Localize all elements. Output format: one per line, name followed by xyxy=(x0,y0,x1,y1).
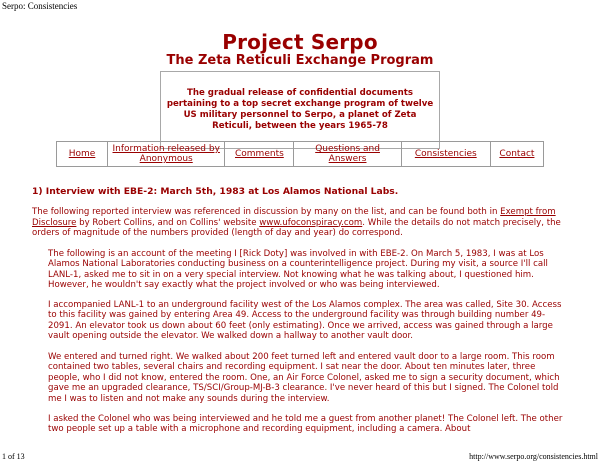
summary-box xyxy=(160,71,440,149)
page-title: Project Serpo xyxy=(222,30,378,54)
ufoconspiracy-link[interactable]: www.ufoconspiracy.com xyxy=(259,217,363,228)
intro-text-3: . While the details do not match precisely, the orders of magnitude of the numbers provided (length of day and year) do correspond. xyxy=(32,217,561,238)
intro-text-1: The following reported interview was referenced in discussion by many on the list, and can be found both in xyxy=(32,207,501,217)
page-indicator: 1 of 13 xyxy=(2,452,25,461)
print-url: http://www.serpo.org/consistencies.html xyxy=(469,452,598,461)
exempt-from-disclosure-link[interactable]: Exempt from Disclosure xyxy=(32,207,556,228)
nav-comments-link[interactable]: Comments xyxy=(225,142,294,167)
summary-text: The gradual release of confidential documents pertaining to a top secret exchange program of twelve US military personnel to Serpo, a planet of Zeta Reticuli, between the years 1965-78 xyxy=(166,88,434,131)
intro-paragraph xyxy=(32,207,577,239)
nav-contact-link[interactable]: Contact xyxy=(490,142,543,167)
nav-bar xyxy=(56,141,544,167)
nav-consistencies-link[interactable]: Consistencies xyxy=(401,142,490,167)
quote-paragraph-4: I asked the Colonel who was being interviewed and he told me a guest from another planet! The Colonel left. The other two people set up a table with a microphone and recording equipment, including a camera. About xyxy=(48,414,563,435)
nav-info-released-link[interactable]: Information released by Anonymous xyxy=(108,142,225,167)
section-heading: 1) Interview with EBE-2: March 5th, 1983 at Los Alamos National Labs. xyxy=(32,186,399,197)
nav-home-link[interactable]: Home xyxy=(57,142,108,167)
nav-qa-link[interactable]: Questions and Answers xyxy=(294,142,401,167)
quote-paragraph-1: The following is an account of the meeting I [Rick Doty] was involved in with EBE-2. On March 5, 1983, I was at Los Alamos National Laboratories conducting business on a counterintelligence project. During my visit, a source I'll call LANL-1, asked me to sit in on a very special interview. Not knowing what he was talking about, I questioned him. However, he wouldn't say exactly what the project involved or who was being interviewed. xyxy=(48,249,548,291)
page-subtitle: The Zeta Reticuli Exchange Program xyxy=(166,53,434,68)
quote-paragraph-3: We entered and turned right. We walked about 200 feet turned left and entered vault door to a large room. This room contained two tables, several chairs and recording equipment. I sat near the door. About ten minutes later, three people, who I did not know, entered the room. One, an Air Force Colonel, asked me to sign a security document, which gave me an upgraded clearance, TS/SCI/Group-MJ-B-3 clearance. I've never heard of this but I signed. The Colonel told me I was to listen and not make any sounds during the interview. xyxy=(48,352,560,404)
quote-paragraph-2: I accompanied LANL-1 to an underground facility west of the Los Alamos complex. The area was called, Site 30. Access to this facility was gained by entering Area 49. Access to the underground facility was through building number 49-2091. An elevator took us down about 60 feet (only estimating). Once we arrived, access was gained through a large vault opening outside the elevator. We walked down a hallway to another vault door. xyxy=(48,300,562,342)
print-header-title: Serpo: Consistencies xyxy=(2,1,78,11)
intro-text-2: by Robert Collins, and on Collins' website xyxy=(76,217,260,228)
